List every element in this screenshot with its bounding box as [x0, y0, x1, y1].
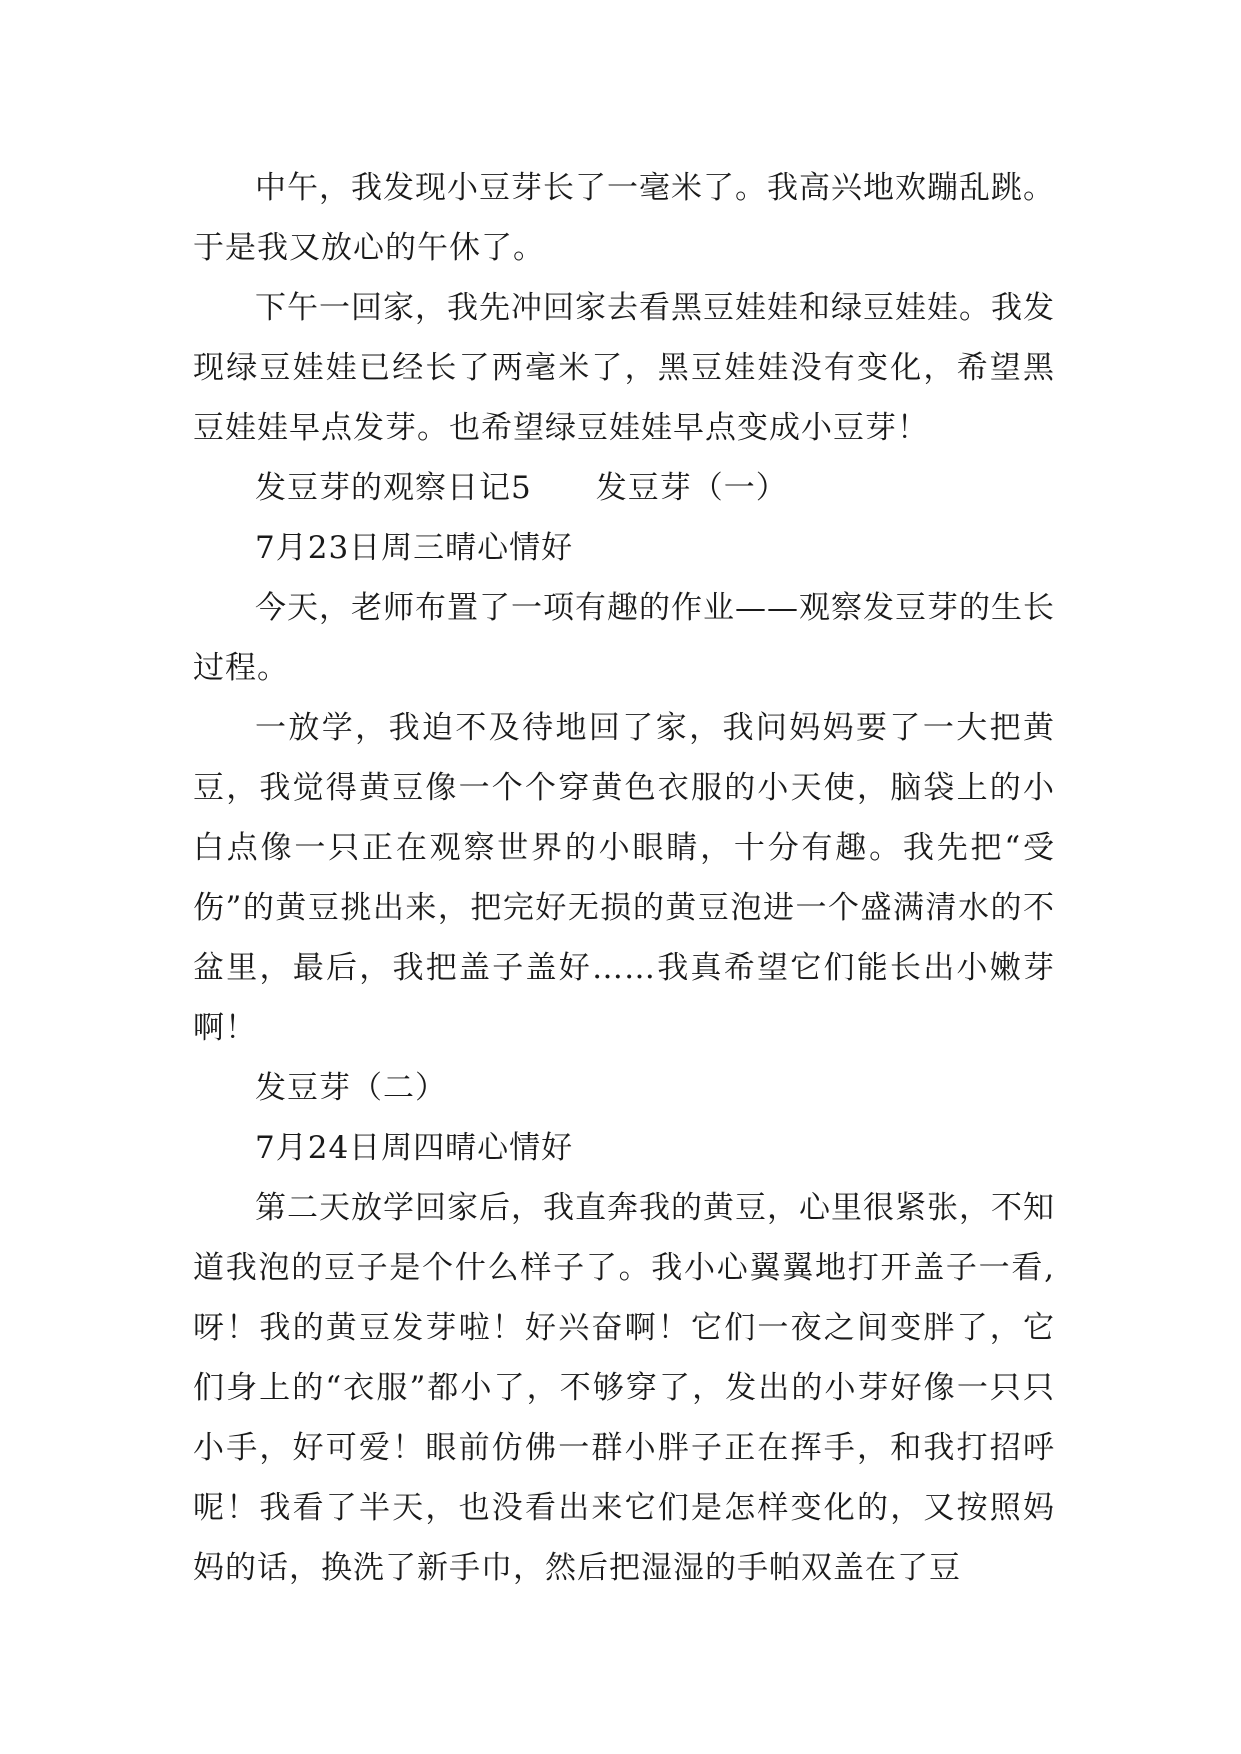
paragraph-second-day: 第二天放学回家后，我直奔我的黄豆，心里很紧张，不知道我泡的豆子是个什么样子了。我小心翼翼地打开盖子一看,呀！我的黄豆发芽啦！好兴奋啊！它们一夜之间变胖了，它们身上的“衣服”都小了，不够穿了，发出的小芽好像一只只小手，好可爱！眼前仿佛一群小胖子正在挥手，和我打招呼呢！我看了半天，也没看出来它们是怎样变化的，又按照妈妈的话，换洗了新手巾，然后把湿湿的手帕双盖在了豆: [193, 1190, 1055, 1586]
paragraph-soaking-beans: 一放学，我迫不及待地回了家，我问妈妈要了一大把黄豆，我觉得黄豆像一个个穿黄色衣服的小天使，脑袋上的小白点像一只正在观察世界的小眼睛，十分有趣。我先把“受伤”的黄豆挑出来，把完好无损的黄豆泡进一个盛满清水的不盆里，最后，我把盖子盖好……我真希望它们能长出小嫩芽啊！: [193, 710, 1055, 1046]
diary-date-0723: 7月23日周三晴心情好: [255, 530, 574, 566]
diary-heading-2: 发豆芽（二）: [255, 1070, 447, 1106]
paragraph-afternoon-check: 下午一回家，我先冲回家去看黑豆娃娃和绿豆娃娃。我发现绿豆娃娃已经长了两毫米了，黑豆娃娃没有变化，希望黑豆娃娃早点发芽。也希望绿豆娃娃早点变成小豆芽！: [193, 290, 1055, 446]
document-body: [193, 158, 1055, 1598]
paragraph-homework: 今天，老师布置了一项有趣的作业——观察发豆芽的生长过程。: [193, 590, 1055, 686]
diary-date-0724: 7月24日周四晴心情好: [255, 1130, 574, 1166]
diary-heading-5: 发豆芽的观察日记5 发豆芽（一）: [255, 470, 788, 506]
paragraph-noon-sprout: 中午，我发现小豆芽长了一毫米了。我高兴地欢蹦乱跳。于是我又放心的午休了。: [193, 170, 1055, 266]
